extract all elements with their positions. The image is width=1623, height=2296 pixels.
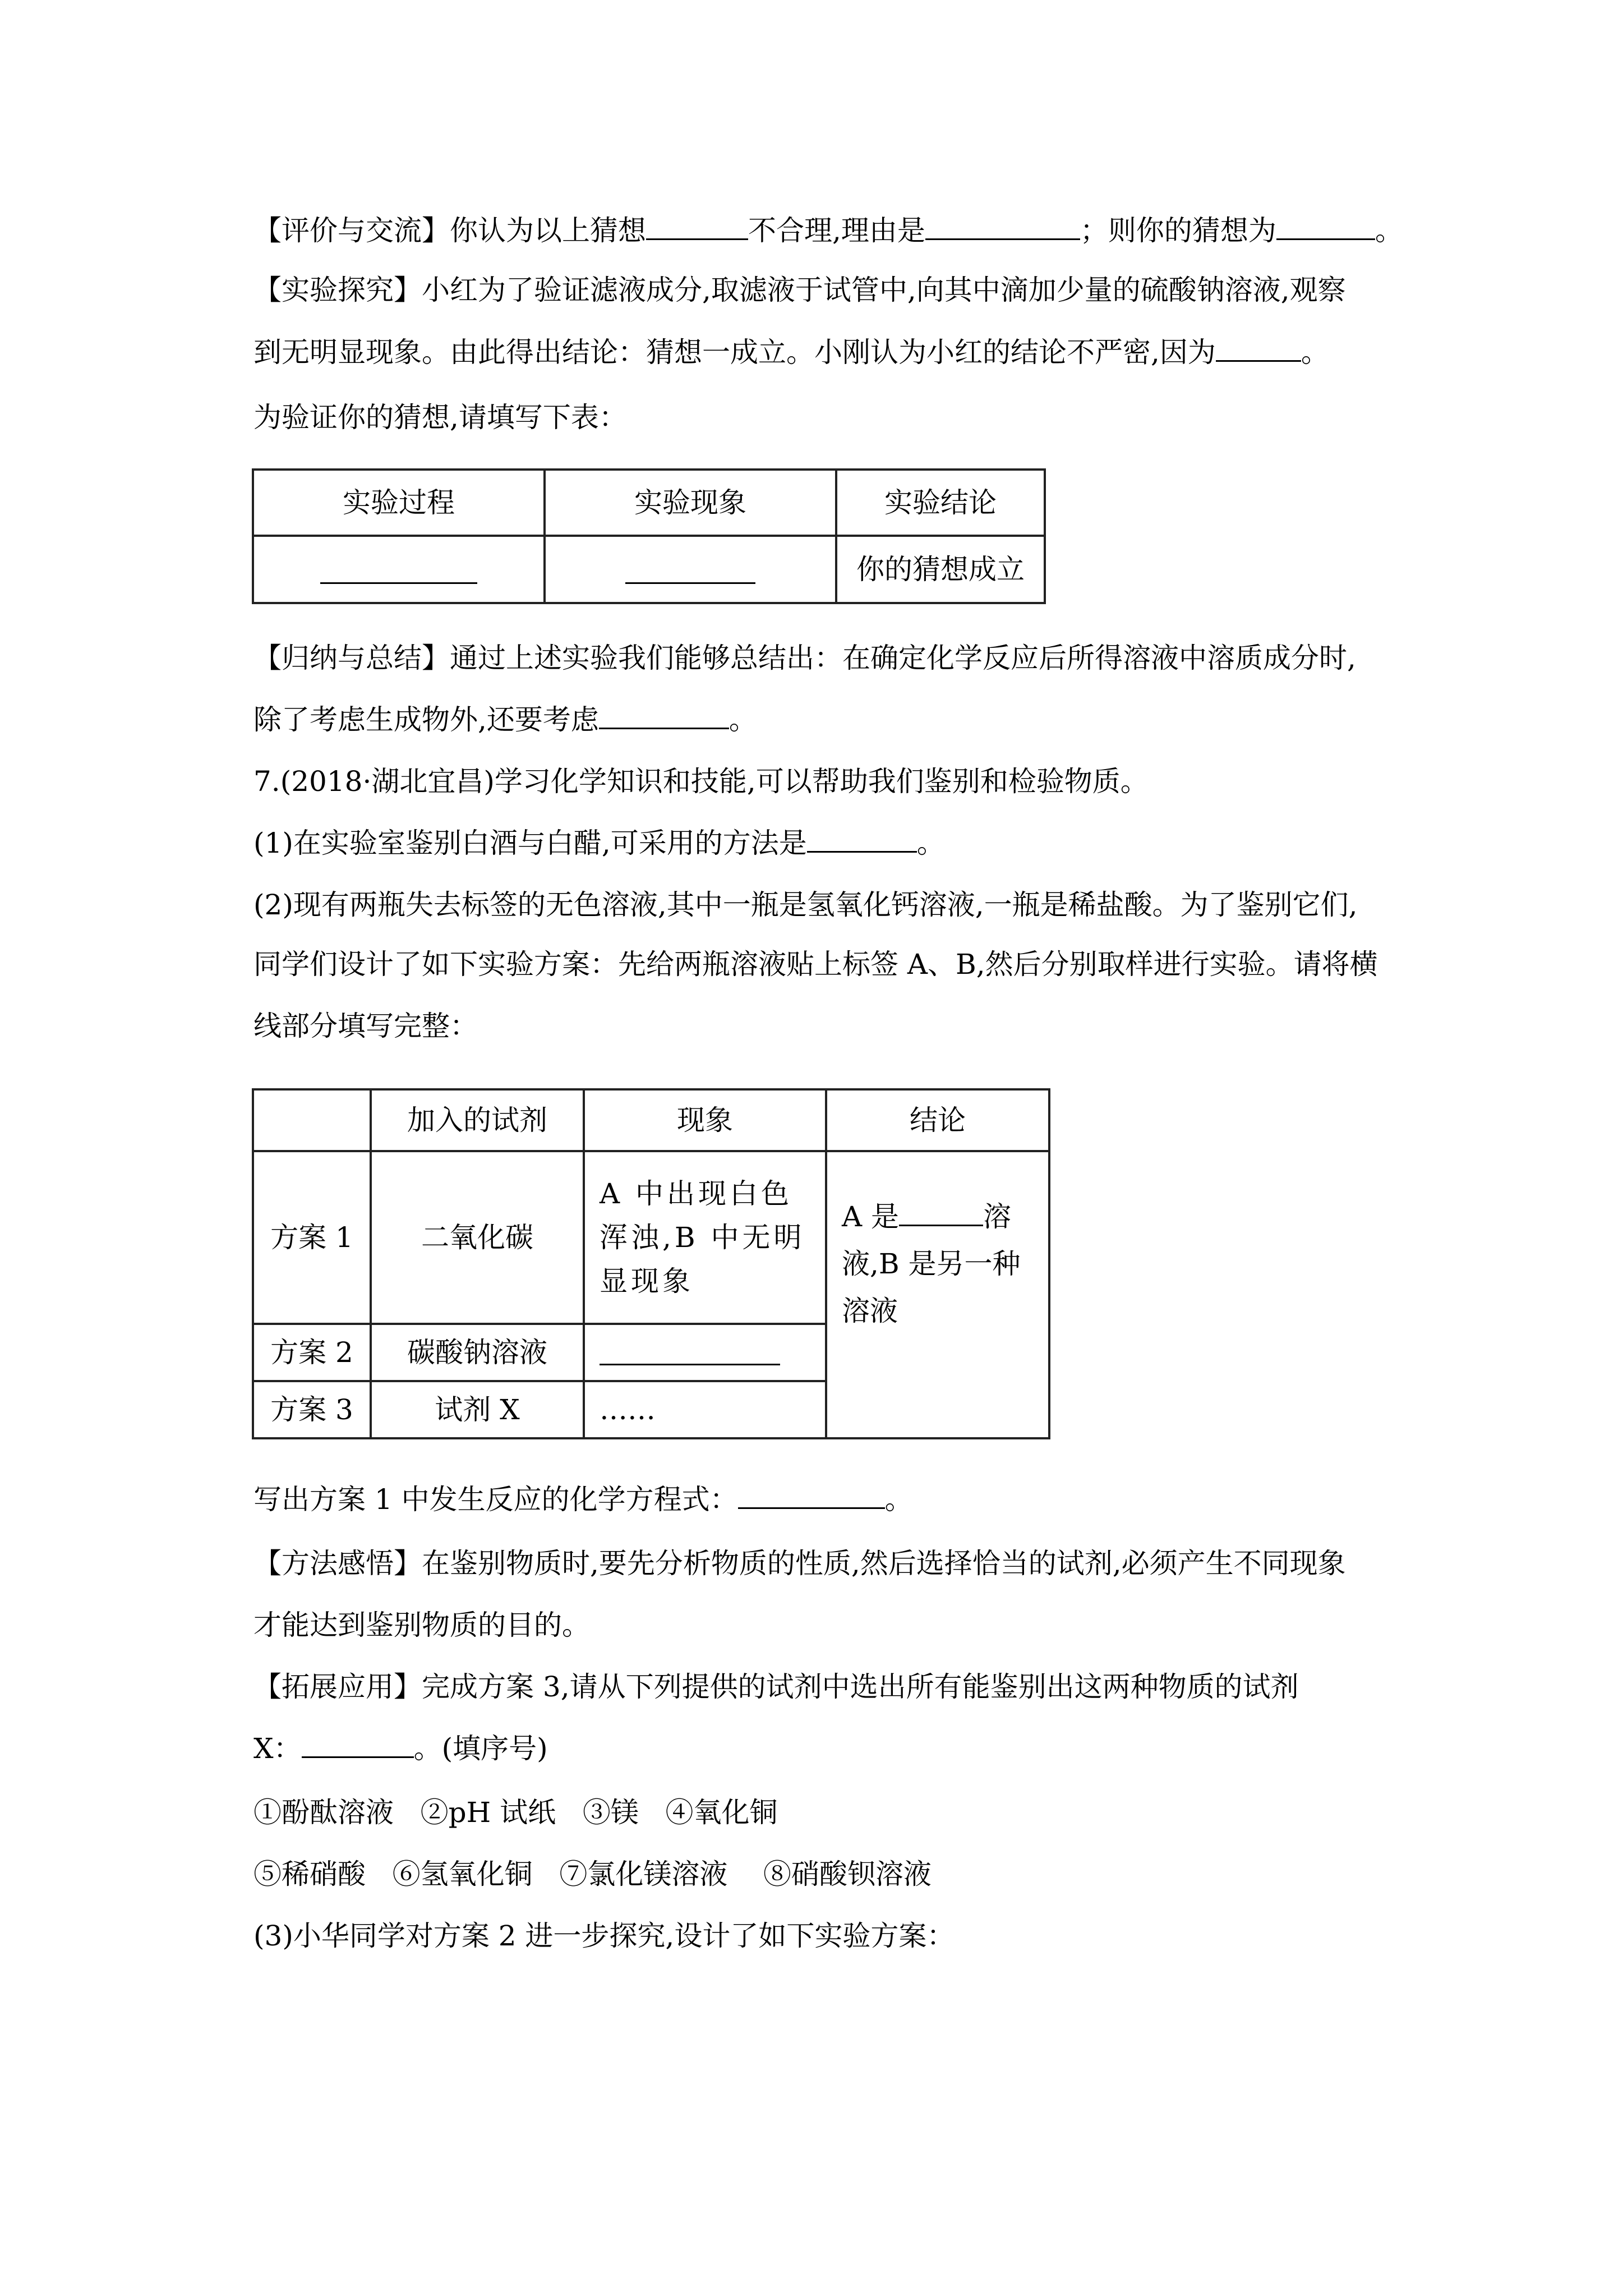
phenomenon-cell: A 中出现白色浑浊,B 中无明显现象 [584,1151,826,1324]
text: 【评价与交流】你认为以上猜想 [253,214,646,247]
question-7-2-line-1: (2)现有两瓶失去标签的无色溶液,其中一瓶是氢氧化钙溶液,一瓶是稀盐酸。为了鉴别它们, [253,889,1358,921]
answer-blank[interactable] [646,214,748,240]
answer-blank[interactable] [600,1345,780,1365]
phenomenon-cell: …… [584,1381,826,1438]
question-7: 7.(2018·湖北宜昌)学习化学知识和技能,可以帮助我们鉴别和检验物质。 [253,765,1149,798]
text: 。 [728,703,757,736]
text: 。 [1375,214,1403,247]
table-header: 实验过程 [253,470,545,536]
phenomenon-cell[interactable] [584,1324,826,1381]
experiment-line-2 [253,334,1329,371]
summary-line-1 [253,639,1356,677]
plan-name: 方案 2 [253,1324,371,1381]
text: (1)在实验室鉴别白酒与白醋,可采用的方法是 [253,827,807,859]
plan-name: 方案 1 [253,1151,371,1324]
answer-blank[interactable] [599,703,729,729]
extension-line-2 [253,1730,548,1767]
table-cell: 你的猜想成立 [836,536,1045,603]
question-7-2-line-2: 同学们设计了如下实验方案：先给两瓶溶液贴上标签 A、B,然后分别取样进行实验。请将横 [253,948,1378,981]
text: 写出方案 1 中发生反应的化学方程式： [253,1483,738,1516]
verification-table [252,468,1046,604]
question-7-2-line-3: 线部分填写完整： [253,1010,478,1042]
options-line-2: ⑤稀硝酸 ⑥氢氧化铜 ⑦氯化镁溶液 ⑧硝酸钡溶液 [253,1858,932,1890]
method-line-2: 才能达到鉴别物质的目的。 [253,1609,590,1641]
answer-blank[interactable] [320,560,477,584]
text: 。(填序号) [413,1732,548,1765]
question-7-3: (3)小华同学对方案 2 进一步探究,设计了如下实验方案： [253,1920,955,1952]
answer-blank[interactable] [807,826,917,853]
reagent-cell: 二氧化碳 [371,1151,584,1324]
table-cell[interactable] [545,536,836,603]
text: A 是 [842,1200,900,1233]
answer-blank[interactable] [1216,335,1301,362]
text: 除了考虑生成物外,还要考虑 [253,703,599,736]
conclusion-cell [826,1151,1049,1438]
text: 不合理,理由是 [748,214,925,247]
table-header: 加入的试剂 [371,1089,584,1151]
equation-line [253,1481,913,1518]
answer-blank[interactable] [625,560,755,584]
table-header: 实验结论 [836,470,1045,536]
answer-blank[interactable] [899,1200,983,1226]
answer-blank[interactable] [1276,214,1375,240]
text: 。 [1301,336,1329,369]
question-7-1 [253,825,945,862]
method-line-1: 【方法感悟】在鉴别物质时,要先分析物质的性质,然后选择恰当的试剂,必须产生不同现象 [253,1547,1346,1580]
experiment-line-1 [253,272,1346,309]
verify-instruction: 为验证你的猜想,请填写下表： [253,401,627,434]
extension-line-1: 【拓展应用】完成方案 3,请从下列提供的试剂中选出所有能鉴别出这两种物质的试剂 [253,1671,1299,1703]
plan-name: 方案 3 [253,1381,371,1438]
answer-blank[interactable] [925,214,1080,240]
answer-blank[interactable] [738,1483,885,1509]
text: 溶液,B 是另一种溶液 [842,1200,1021,1327]
table-header: 现象 [584,1089,826,1151]
table-header: 实验现象 [545,470,836,536]
text: 到无明显现象。由此得出结论：猜想一成立。小刚认为小红的结论不严密,因为 [253,336,1216,369]
reagent-cell: 试剂 X [371,1381,584,1438]
text: 【实验探究】小红为了验证滤液成分,取滤液于试管中,向其中滴加少量的硫酸钠溶液,观察 [253,274,1346,306]
answer-blank[interactable] [302,1732,414,1758]
table-header: 结论 [826,1089,1049,1151]
evaluation-line [253,212,1403,249]
text: ；则你的猜想为 [1080,214,1276,247]
text: 。 [916,827,945,859]
table-header [253,1089,371,1151]
text: 【归纳与总结】通过上述实验我们能够总结出：在确定化学反应后所得溶液中溶质成分时, [253,642,1356,674]
options-line-1: ①酚酞溶液 ②pH 试纸 ③镁 ④氧化铜 [253,1796,778,1829]
summary-line-2 [253,701,757,738]
reagent-cell: 碳酸钠溶液 [371,1324,584,1381]
table-cell[interactable] [253,536,545,603]
text: 。 [884,1483,913,1516]
identification-table [252,1088,1050,1439]
text: X： [253,1732,302,1765]
